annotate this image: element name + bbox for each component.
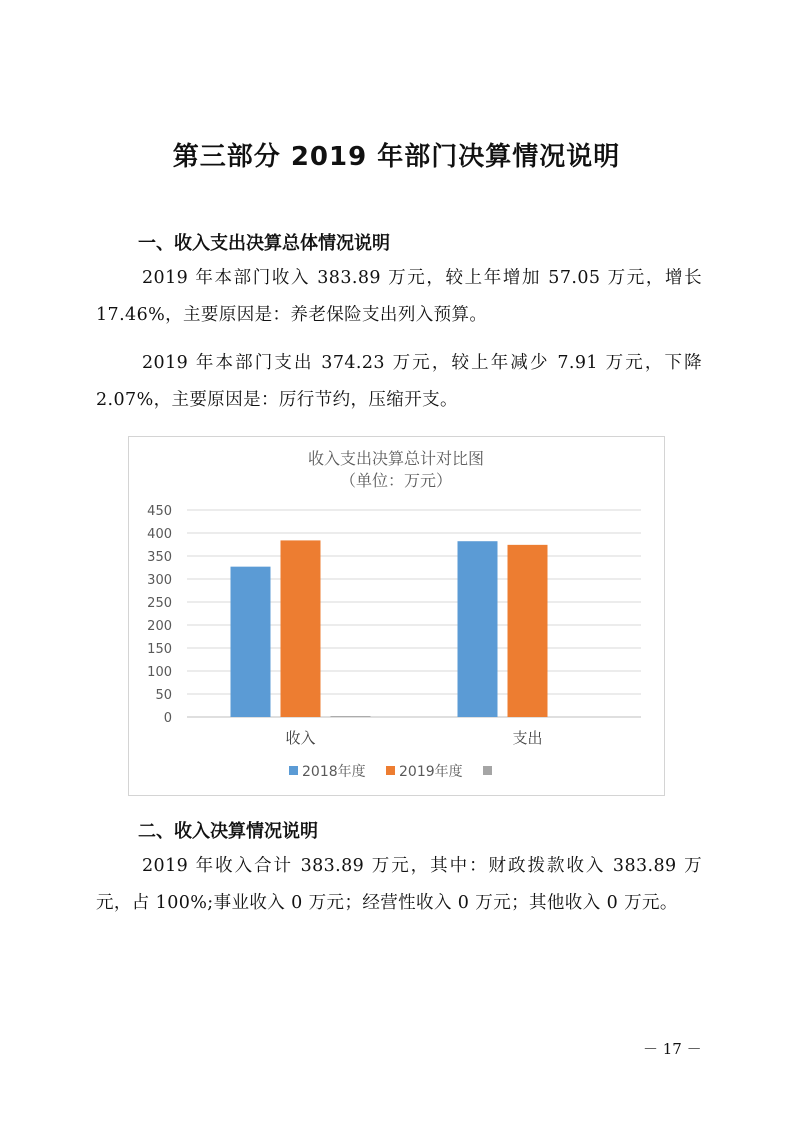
legend-swatch xyxy=(289,766,298,775)
y-tick-label: 350 xyxy=(147,550,172,565)
y-tick-label: 250 xyxy=(147,596,172,611)
chart-container xyxy=(128,436,665,796)
section1-paragraph-2: 2019 年本部门支出 374.23 万元，较上年减少 7.91 万元，下降 2.07%，主要原因是：厉行节约，压缩开支。 xyxy=(96,353,702,410)
y-tick-label: 200 xyxy=(147,619,172,634)
legend-label: 2018年度 xyxy=(302,764,366,780)
y-tick-label: 50 xyxy=(155,688,172,703)
y-tick-label: 0 xyxy=(163,711,172,726)
legend-swatch xyxy=(386,766,395,775)
chart-title: 收入支出决算总计对比图 xyxy=(307,449,485,468)
bar-2019年度-支出 xyxy=(508,545,548,717)
bar-2018年度-支出 xyxy=(458,541,498,717)
bar-series-3-收入 xyxy=(331,716,371,717)
section2-heading: 二、收入决算情况说明 xyxy=(138,821,318,842)
legend-swatch xyxy=(483,766,492,775)
income-expense-chart xyxy=(129,437,664,795)
y-tick-label: 300 xyxy=(147,573,172,588)
y-tick-label: 450 xyxy=(147,504,172,519)
x-category-label: 支出 xyxy=(512,729,543,747)
bar-2018年度-收入 xyxy=(231,567,271,717)
y-tick-label: 100 xyxy=(147,665,172,680)
section1-paragraph-1: 2019 年本部门收入 383.89 万元，较上年增加 57.05 万元，增长 17.46%，主要原因是：养老保险支出列入预算。 xyxy=(96,268,702,325)
section1-heading: 一、收入支出决算总体情况说明 xyxy=(138,233,390,254)
page-title: 第三部分 2019 年部门决算情况说明 xyxy=(172,142,621,172)
y-tick-label: 150 xyxy=(147,642,172,657)
chart-subtitle: （单位：万元） xyxy=(339,471,453,490)
bar-2019年度-收入 xyxy=(281,540,321,717)
legend-label: 2019年度 xyxy=(399,764,463,780)
y-tick-label: 400 xyxy=(147,527,172,542)
page-number: － 17 － xyxy=(643,1040,702,1058)
x-category-label: 收入 xyxy=(285,729,316,747)
section2-paragraph-1: 2019 年收入合计 383.89 万元，其中：财政拨款收入 383.89 万元，占 100%;事业收入 0 万元；经营性收入 0 万元；其他收入 0 万元。 xyxy=(96,856,702,913)
